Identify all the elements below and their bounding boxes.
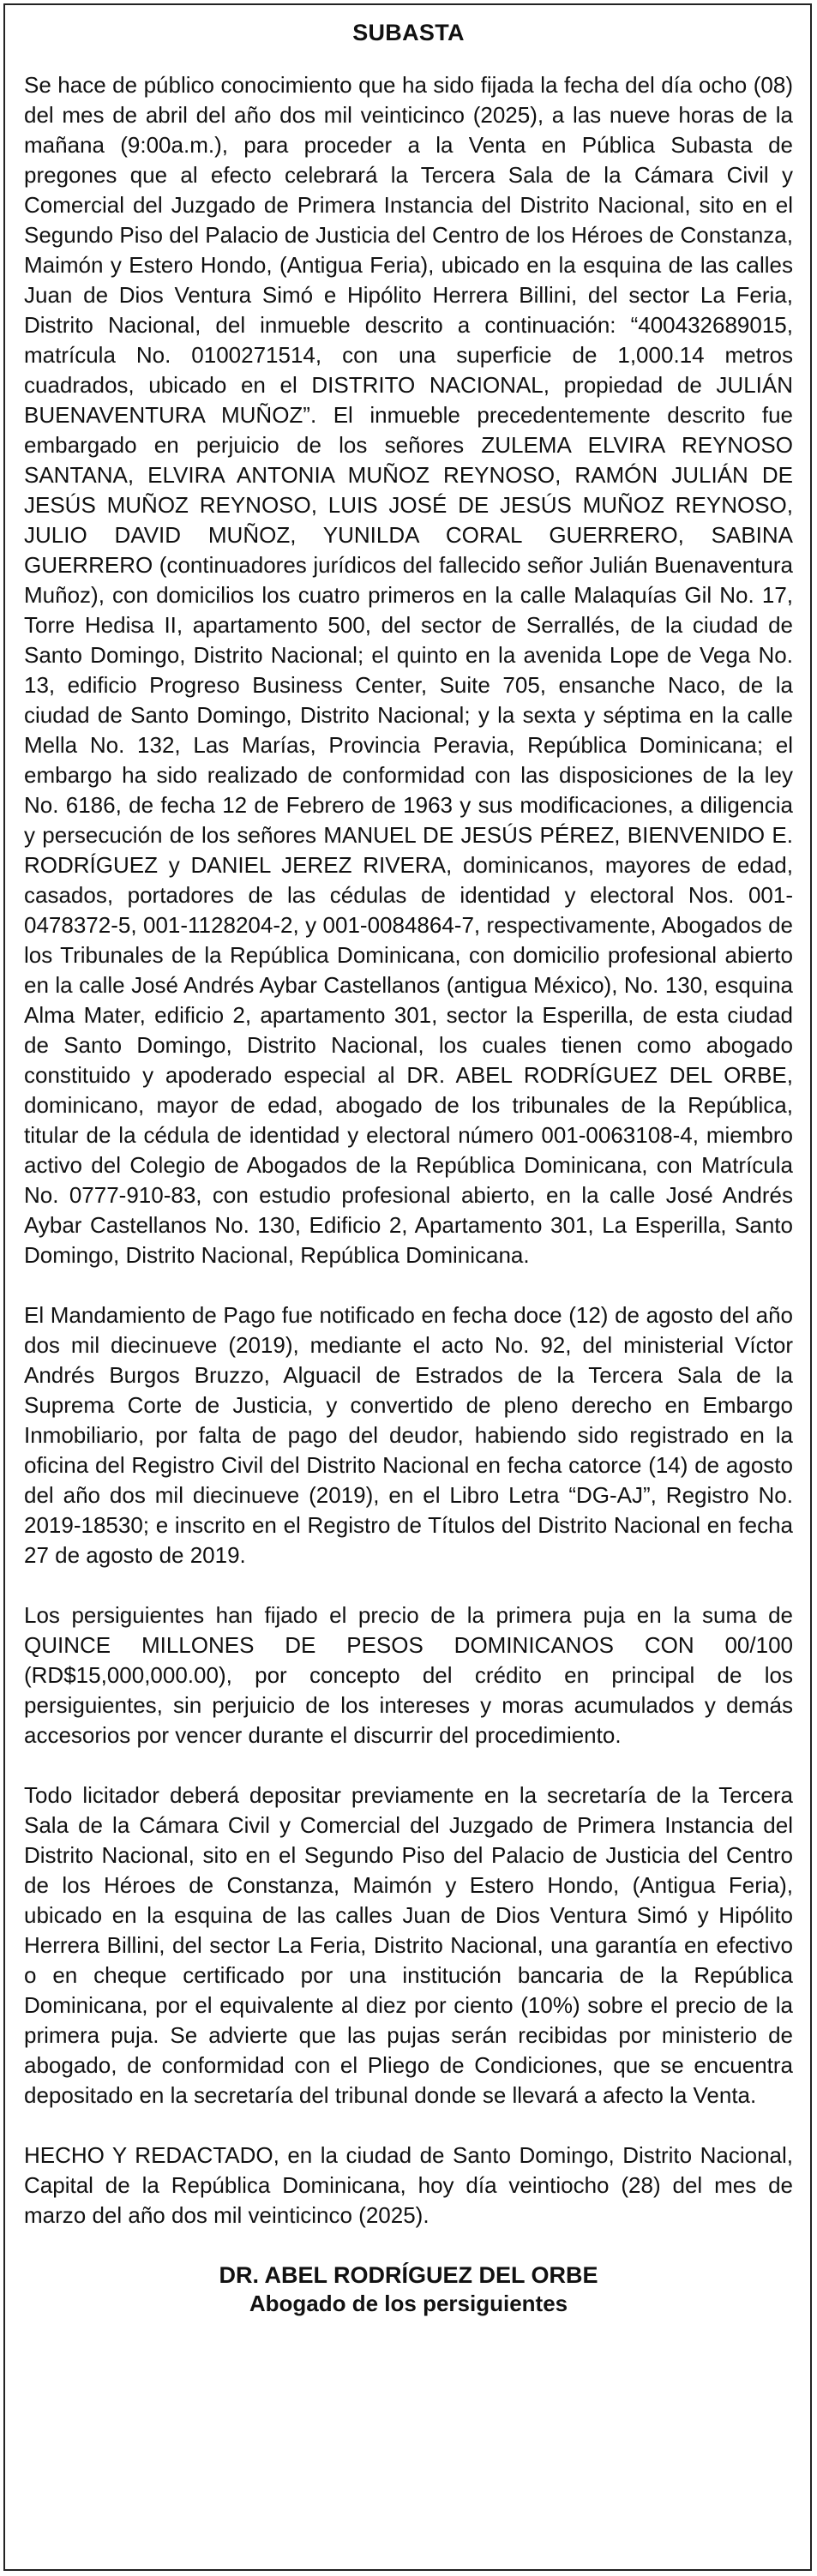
paragraph-bidder-deposit: Todo licitador deberá depositar previamente en la secretaría de la Tercera Sala de la Cámara Civil y Comercial del Juzgado de Primera Instancia del Distrito Nacional, sito en el Segundo Piso del Palacio de Justicia del Centro de los Héroes de Constanza, Maimón y Estero Hondo, (Antigua Feria), ubicado en la esquina de las calles Juan de Dios Ventura Simó y Hipólito Herrera Billini, del sector La Feria, Distrito Nacional, una garantía en efectivo o en cheque certificado por una institución bancaria de la República Dominicana, por el equivalente al diez por ciento (10%) sobre el precio de la primera puja. Se advierte que las pujas serán recibidas por ministerio de abogado, de conformidad con el Pliego de Condiciones, que se encuentra depositado en la secretaría del tribunal donde se llevará a afecto la Venta.: [24, 1782, 793, 2108]
paragraph-payment-order: El Mandamiento de Pago fue notificado en fecha doce (12) de agosto del año dos mil diecinueve (2019), mediante el acto No. 92, del ministerial Víctor Andrés Burgos Bruzzo, Alguacil de Estrados de la Tercera Sala de la Suprema Corte de Justicia, y convertido de pleno derecho en Embargo Inmobiliario, por falta de pago del deudor, habiendo sido registrado en la oficina del Registro Civil del Distrito Nacional en fecha catorce (14) de agosto del año dos mil diecinueve (2019), en el Libro Letra “DG-AJ”, Registro No. 2019-18530; e inscrito en el Registro de Títulos del Distrito Nacional en fecha 27 de agosto de 2019.: [24, 1302, 793, 1568]
paragraph-auction-details: Se hace de público conocimiento que ha sido fijada la fecha del día ocho (08) del mes de abril del año dos mil veinticinco (2025), a las nueve horas de la mañana (9:00a.m.), para proceder a la Venta en Pública Subasta de pregones que al efecto celebrará la Tercera Sala de la Cámara Civil y Comercial del Juzgado de Primera Instancia del Distrito Nacional, sito en el Segundo Piso del Palacio de Justicia del Centro de los Héroes de Constanza, Maimón y Estero Hondo, (Antigua Feria), ubicado en la esquina de las calles Juan de Dios Ventura Simó e Hipólito Herrera Billini, del sector La Feria, Distrito Nacional, del inmueble descrito a continuación: “400432689015, matrícula No. 0100271514, con una superficie de 1,000.14 metros cuadrados, ubicado en el DISTRITO NACIONAL, propiedad de JULIÁN BUENAVENTURA MUÑOZ”. El inmueble precedentemente descrito fue embargado en perjuicio de los señores ZULEMA ELVIRA REYNOSO SANTANA, ELVIRA ANTONIA MUÑOZ REYNOSO, RAMÓN JULIÁN DE JESÚS MUÑOZ REYNOSO, LUIS JOSÉ DE JESÚS MUÑOZ REYNOSO, JULIO DAVID MUÑOZ, YUNILDA CORAL GUERRERO, SABINA GUERRERO (continuadores jurídicos del fallecido señor Julián Buenaventura Muñoz), con domicilios los cuatro primeros en la calle Malaquías Gil No. 17, Torre Hedisa II, apartamento 500, del sector de Serrallés, de la ciudad de Santo Domingo, Distrito Nacional; el quinto en la avenida Lope de Vega No. 13, edificio Progreso Business Center, Suite 705, ensanche Naco, de la ciudad de Santo Domingo, Distrito Nacional; y la sexta y séptima en la calle Mella No. 132, Las Marías, Provincia Peravia, República Dominicana; el embargo ha sido realizado de conformidad con las disposiciones de la ley No. 6186, de fecha 12 de Febrero de 1963 y sus modificaciones, a diligencia y persecución de los señores MANUEL DE JESÚS PÉREZ, BIENVENIDO E. RODRÍGUEZ y DANIEL JEREZ RIVERA, dominicanos, mayores de edad, casados, portadores de las cédulas de identidad y electoral Nos. 001-0478372-5, 001-1128204-2, y 001-0084864-7, respectivamente, Abogados de los Tribunales de la República Dominicana, con domicilio profesional abierto en la calle José Andrés Aybar Castellanos (antigua México), No. 130, esquina Alma Mater, edificio 2, apartamento 301, sector la Esperilla, de esta ciudad de Santo Domingo, Distrito Nacional, los cuales tienen como abogado constituido y apoderado especial al DR. ABEL RODRÍGUEZ DEL ORBE, dominicano, mayor de edad, abogado de los tribunales de la República, titular de la cédula de identidad y electoral número 001-0063108-4, miembro activo del Colegio de Abogados de la República Dominicana, con Matrícula No. 0777-910-83, con estudio profesional abierto, en la calle José Andrés Aybar Castellanos No. 130, Edificio 2, Apartamento 301, La Esperilla, Santo Domingo, Distrito Nacional, República Dominicana.: [24, 72, 793, 1268]
paragraph-closing: HECHO Y REDACTADO, en la ciudad de Santo Domingo, Distrito Nacional, Capital de la República Dominicana, hoy día veintiocho (28) del mes de marzo del año dos mil veinticinco (2025).: [24, 2142, 793, 2228]
notice-content: [24, 17, 793, 2317]
signature-name: DR. ABEL RODRÍGUEZ DEL ORBE: [219, 2262, 598, 2288]
signature-role: Abogado de los persiguientes: [249, 2291, 568, 2316]
notice-title: SUBASTA: [352, 20, 465, 45]
paragraph-first-bid-price: Los persiguientes han fijado el precio de la primera puja en la suma de QUINCE MILLONES DE PESOS DOMINICANOS CON 00/100 (RD$15,000,000.00), por concepto del crédito en principal de los persiguientes, sin perjuicio de los intereses y moras acumulados y demás accesorios por vencer durante el discurrir del procedimiento.: [24, 1602, 793, 1748]
signature-block: [24, 2261, 793, 2317]
